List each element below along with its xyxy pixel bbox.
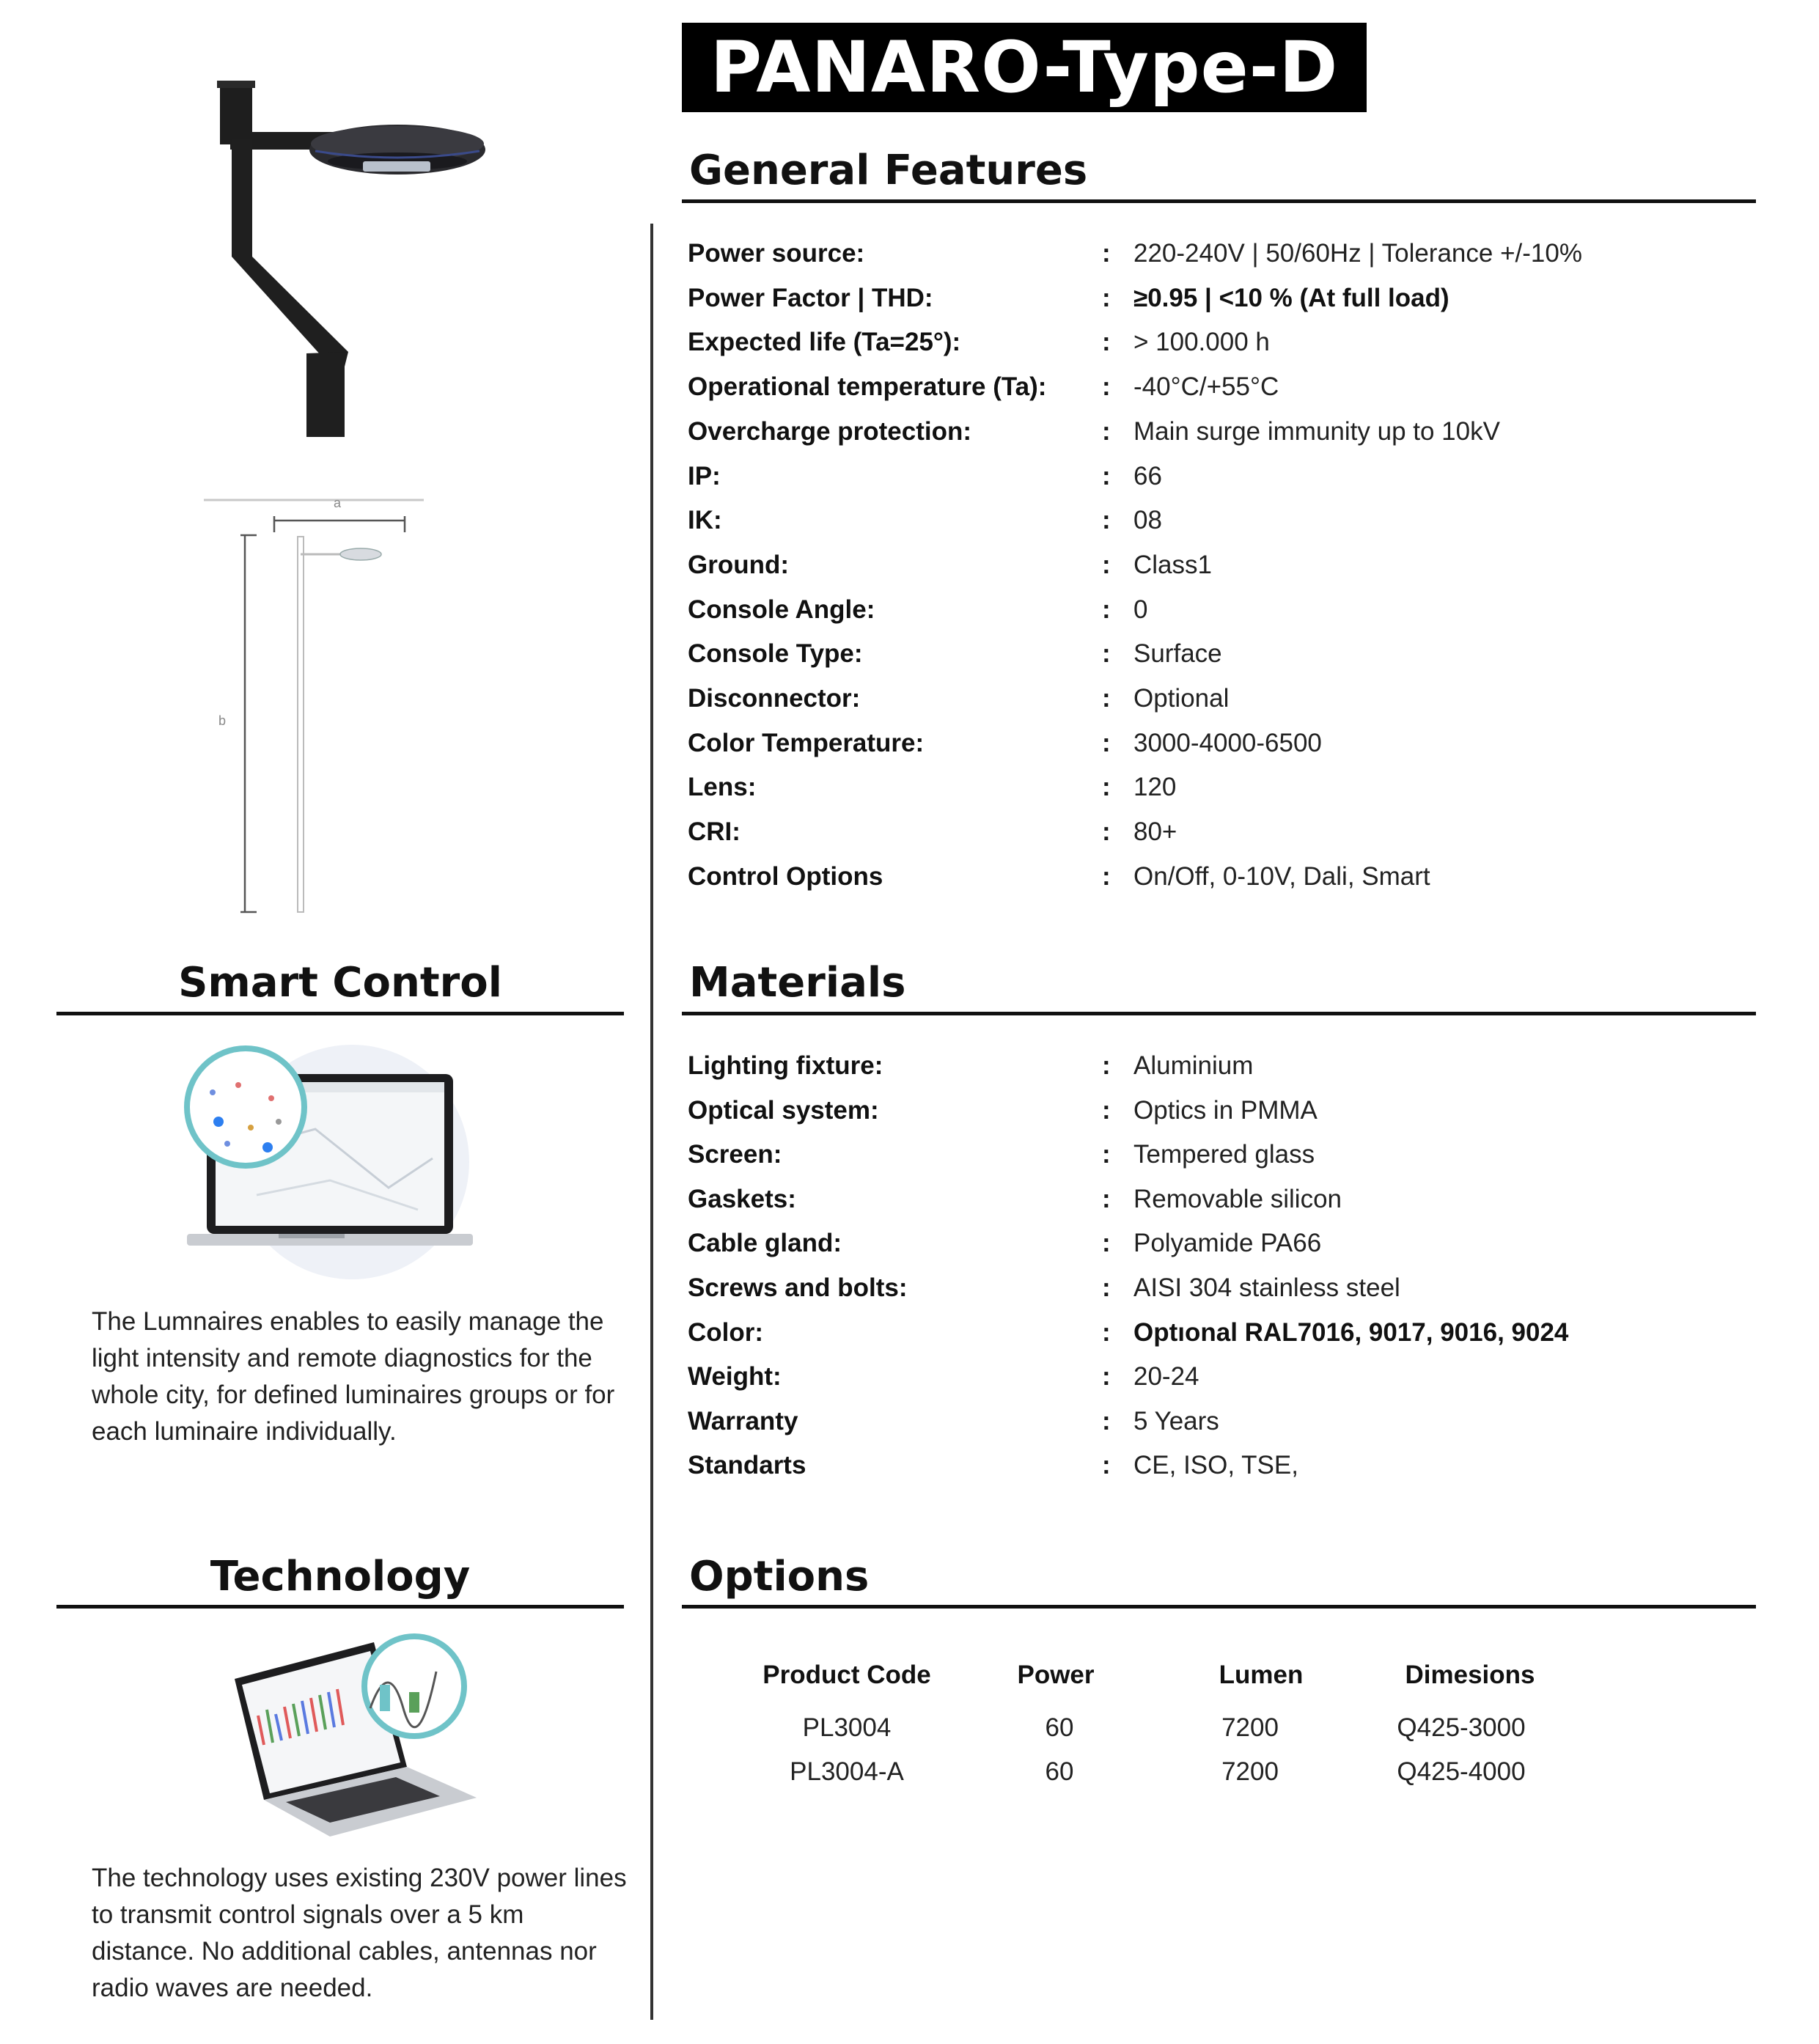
material-colon: : xyxy=(1102,1406,1111,1435)
material-label: Standarts xyxy=(688,1451,806,1480)
options-rule xyxy=(682,1605,1756,1609)
options-cell: 7200 xyxy=(1221,1757,1279,1786)
product-title: PANARO-Type-D xyxy=(710,26,1339,109)
general-feature-label: Overcharge protection: xyxy=(688,416,972,446)
options-cell: Q425-3000 xyxy=(1397,1713,1526,1742)
general-feature-row xyxy=(688,239,1758,283)
material-label: Color: xyxy=(688,1317,764,1347)
dimension-b-label: b xyxy=(218,713,227,728)
general-feature-value: 80+ xyxy=(1133,817,1177,847)
general-feature-value: ≥0.95 | <10 % (At full load) xyxy=(1133,283,1449,312)
material-value: Polyamide PA66 xyxy=(1133,1229,1322,1258)
general-feature-row xyxy=(688,284,1758,328)
smart-control-heading: Smart Control xyxy=(178,959,502,1007)
material-colon: : xyxy=(1102,1273,1111,1302)
general-feature-label: IK: xyxy=(688,506,722,535)
material-colon: : xyxy=(1102,1140,1111,1169)
material-row xyxy=(688,1362,1758,1406)
general-feature-value: 08 xyxy=(1133,506,1162,535)
dimension-a-label: a xyxy=(334,496,342,510)
material-value: 5 Years xyxy=(1133,1406,1219,1435)
general-feature-value: 66 xyxy=(1133,461,1162,490)
material-value: 20-24 xyxy=(1133,1362,1199,1392)
material-label: Screws and bolts: xyxy=(688,1273,908,1302)
general-feature-value: > 100.000 h xyxy=(1133,328,1270,357)
material-label: Cable gland: xyxy=(688,1229,842,1258)
material-row xyxy=(688,1407,1758,1451)
material-label: Optical system: xyxy=(688,1095,879,1125)
material-colon: : xyxy=(1102,1362,1111,1392)
general-feature-colon: : xyxy=(1102,861,1111,891)
material-value: Tempered glass xyxy=(1133,1140,1315,1169)
general-feature-colon: : xyxy=(1102,773,1111,802)
general-feature-label: Operational temperature (Ta): xyxy=(688,372,1047,402)
general-feature-label: Color Temperature: xyxy=(688,728,925,757)
material-label: Weight: xyxy=(688,1362,782,1392)
general-feature-row xyxy=(688,729,1758,773)
technology-heading: Technology xyxy=(210,1553,471,1600)
general-feature-colon: : xyxy=(1102,239,1111,268)
general-feature-value: 3000-4000-6500 xyxy=(1133,728,1322,757)
general-feature-row xyxy=(688,417,1758,461)
general-feature-label: Power source: xyxy=(688,239,865,268)
general-feature-row xyxy=(688,684,1758,728)
general-feature-colon: : xyxy=(1102,506,1111,535)
material-value: Removable silicon xyxy=(1133,1184,1342,1213)
general-feature-label: Expected life (Ta=25°): xyxy=(688,328,961,357)
options-column-header: Power xyxy=(1017,1661,1095,1689)
material-label: Gaskets: xyxy=(688,1184,796,1213)
general-feature-label: Disconnector: xyxy=(688,684,861,713)
general-feature-label: Console Angle: xyxy=(688,595,875,624)
general-feature-value: Main surge immunity up to 10kV xyxy=(1133,416,1500,446)
general-feature-colon: : xyxy=(1102,283,1111,312)
smart-control-laptop-image xyxy=(169,1041,477,1283)
general-feature-colon: : xyxy=(1102,639,1111,669)
material-row xyxy=(688,1051,1758,1095)
general-feature-colon: : xyxy=(1102,550,1111,579)
options-cell: 60 xyxy=(1045,1757,1074,1786)
materials-heading: Materials xyxy=(689,959,906,1007)
options-cell: PL3004-A xyxy=(790,1757,904,1786)
general-feature-value: Optional xyxy=(1133,684,1230,713)
options-column-header: Lumen xyxy=(1219,1661,1304,1689)
general-features-heading: General Features xyxy=(689,147,1088,194)
material-colon: : xyxy=(1102,1317,1111,1347)
options-heading: Options xyxy=(689,1553,870,1600)
materials-rule xyxy=(682,1012,1756,1015)
general-feature-label: CRI: xyxy=(688,817,741,847)
material-value: Aluminium xyxy=(1133,1051,1254,1080)
general-feature-row xyxy=(688,462,1758,506)
general-feature-label: Console Type: xyxy=(688,639,863,669)
general-feature-value: Surface xyxy=(1133,639,1222,669)
material-colon: : xyxy=(1102,1229,1111,1258)
general-feature-colon: : xyxy=(1102,328,1111,357)
general-feature-value: 0 xyxy=(1133,595,1148,624)
product-title-box xyxy=(682,23,1367,112)
general-feature-label: Ground: xyxy=(688,550,790,579)
general-feature-row xyxy=(688,862,1758,906)
material-label: Lighting fixture: xyxy=(688,1051,883,1080)
general-feature-row xyxy=(688,551,1758,595)
material-colon: : xyxy=(1102,1095,1111,1125)
options-cell: 60 xyxy=(1045,1713,1074,1742)
technology-laptop-image xyxy=(220,1628,491,1848)
material-row xyxy=(688,1140,1758,1184)
general-feature-row xyxy=(688,506,1758,550)
material-row xyxy=(688,1318,1758,1362)
material-value: Optıonal RAL7016, 9017, 9016, 9024 xyxy=(1133,1317,1569,1347)
general-feature-label: Lens: xyxy=(688,773,757,802)
material-row xyxy=(688,1451,1758,1495)
general-feature-row xyxy=(688,773,1758,817)
material-value: CE, ISO, TSE, xyxy=(1133,1451,1298,1480)
material-label: Warranty xyxy=(688,1406,798,1435)
general-feature-colon: : xyxy=(1102,461,1111,490)
general-feature-colon: : xyxy=(1102,728,1111,757)
options-cell: Q425-4000 xyxy=(1397,1757,1526,1786)
general-feature-row xyxy=(688,817,1758,861)
material-row xyxy=(688,1096,1758,1140)
general-feature-row xyxy=(688,328,1758,372)
general-feature-colon: : xyxy=(1102,372,1111,402)
general-feature-value: 120 xyxy=(1133,773,1177,802)
general-feature-colon: : xyxy=(1102,595,1111,624)
general-feature-row xyxy=(688,372,1758,416)
material-value: AISI 304 stainless steel xyxy=(1133,1273,1400,1302)
general-feature-value: 220-240V | 50/60Hz | Tolerance +/-10% xyxy=(1133,239,1582,268)
general-feature-label: Control Options xyxy=(688,861,883,891)
material-value: Optics in PMMA xyxy=(1133,1095,1318,1125)
options-column-header: Product Code xyxy=(762,1661,931,1689)
general-feature-label: IP: xyxy=(688,461,721,490)
options-cell: 7200 xyxy=(1221,1713,1279,1742)
material-colon: : xyxy=(1102,1451,1111,1480)
column-divider xyxy=(650,224,653,2020)
general-feature-label: Power Factor | THD: xyxy=(688,283,933,312)
smart-control-rule xyxy=(56,1012,624,1015)
general-feature-value: On/Off, 0-10V, Dali, Smart xyxy=(1133,861,1430,891)
general-feature-colon: : xyxy=(1102,817,1111,847)
technology-text: The technology uses existing 230V power lines to transmit control signals over a 5 km distance. No additional cables, antennas nor radio waves are needed. xyxy=(92,1864,627,2002)
general-feature-colon: : xyxy=(1102,684,1111,713)
general-feature-row xyxy=(688,639,1758,683)
general-feature-colon: : xyxy=(1102,416,1111,446)
material-colon: : xyxy=(1102,1051,1111,1080)
options-cell: PL3004 xyxy=(802,1713,892,1742)
smart-control-text: The Lumnaires enables to easily manage the light intensity and remote diagnostics for the whole city, for defined luminaires groups or for each luminaire individually. xyxy=(92,1307,615,1446)
product-image xyxy=(198,73,506,447)
dimension-drawing xyxy=(198,491,433,924)
options-column-header: Dimesions xyxy=(1405,1661,1535,1689)
general-feature-value: Class1 xyxy=(1133,550,1212,579)
material-label: Screen: xyxy=(688,1140,782,1169)
technology-rule xyxy=(56,1605,624,1609)
general-feature-value: -40°C/+55°C xyxy=(1133,372,1279,402)
material-row xyxy=(688,1185,1758,1229)
general-feature-row xyxy=(688,595,1758,639)
material-row xyxy=(688,1229,1758,1273)
material-colon: : xyxy=(1102,1184,1111,1213)
general-features-rule xyxy=(682,199,1756,203)
material-row xyxy=(688,1273,1758,1317)
